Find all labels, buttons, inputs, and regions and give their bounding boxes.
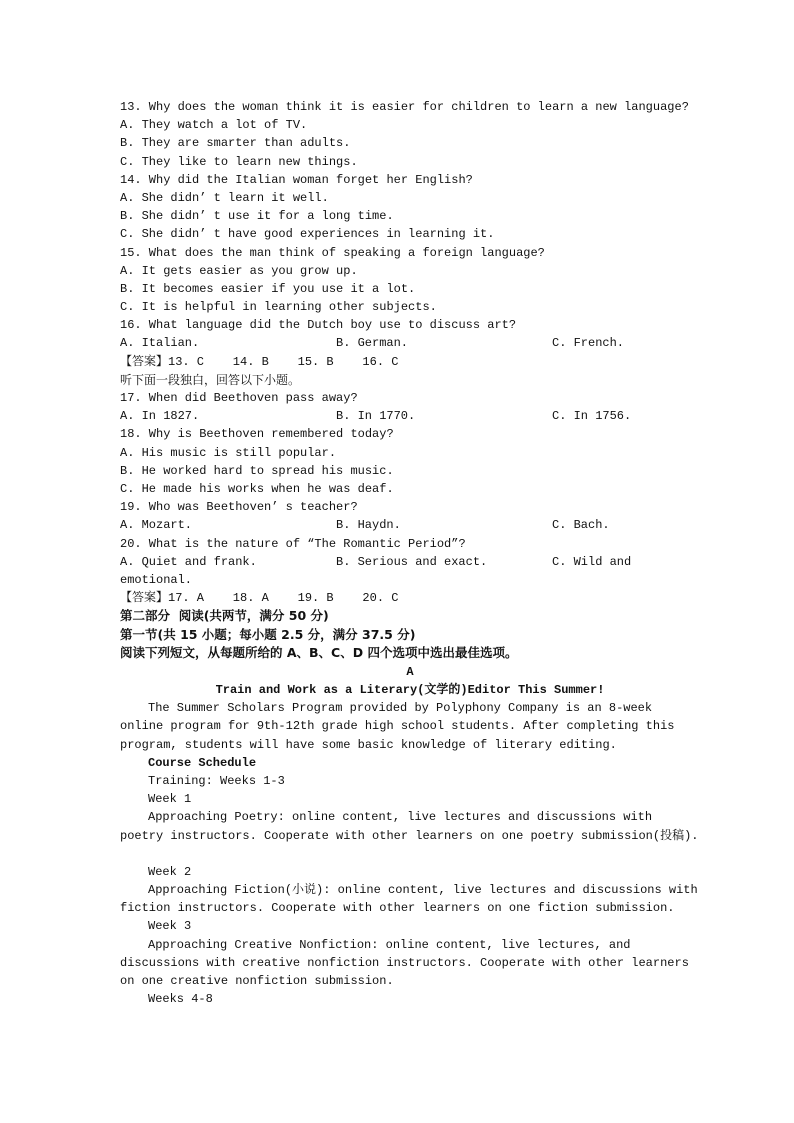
option-16c: C. French. [552, 336, 625, 351]
option-13b: B. They are smarter than adults. [120, 136, 351, 151]
reading-instruction: 阅读下列短文，从每题所给的 A、B、C、D 四个选项中选出最佳选项。 [120, 645, 518, 661]
question-20: 20. What is the nature of “The Romantic Period”? [120, 536, 466, 551]
option-20a: A. Quiet and frank. [120, 554, 257, 569]
option-18c: C. He made his works when he was deaf. [120, 481, 394, 496]
week2-text: Approaching Fiction(小说): online content, live lectures and discussions with fiction instructors. Cooperate with other learners on one fiction submission. [120, 883, 698, 916]
week1-label: Week 1 [148, 792, 192, 807]
course-schedule-heading: Course Schedule [148, 755, 257, 770]
question-16: 16. What language did the Dutch boy use to discuss art? [120, 318, 517, 333]
part2-heading: 第二部分 阅读(共两节，满分 50 分) [120, 608, 329, 624]
option-17c: C. In 1756. [552, 409, 632, 424]
option-18a: A. His music is still popular. [120, 445, 337, 460]
option-19a: A. Mozart. [120, 518, 193, 533]
training-weeks: Training: Weeks 1-3 [148, 773, 285, 788]
question-17: 17. When did Beethoven pass away? [120, 391, 358, 405]
question-14: 14. Why did the Italian woman forget her English? [120, 172, 473, 187]
option-20b: B. Serious and exact. [336, 554, 488, 569]
option-19c: C. Bach. [552, 518, 610, 533]
options-16 [120, 334, 700, 352]
section1-heading: 第一节(共 15 小题；每小题 2.5 分，满分 37.5 分) [120, 626, 416, 642]
question-15: 15. What does the man think of speaking a foreign language? [120, 245, 545, 260]
option-20c: C. Wild and [552, 554, 632, 569]
options-17 [120, 407, 700, 425]
option-18b: B. He worked hard to spread his music. [120, 463, 394, 478]
option-16b: B. German. [336, 336, 409, 351]
weeks48-label: Weeks 4-8 [148, 992, 213, 1007]
option-14a: A. She didn’ t learn it well. [120, 190, 329, 205]
answer-key-1: 【答案】13. C 14. B 15. B 16. C [120, 354, 399, 369]
option-15b: B. It becomes easier if you use it a lot. [120, 281, 416, 296]
passage-letter: A [406, 664, 414, 679]
passage-intro: The Summer Scholars Program provided by Polyphony Company is an 8-week online program for 9th-12th grade high school students. After completing this program, students will have some basic knowledge of literary editing. [120, 701, 675, 752]
option-17a: A. In 1827. [120, 409, 200, 424]
question-19: 19. Who was Beethoven’ s teacher? [120, 500, 358, 515]
options-19 [120, 516, 700, 534]
option-14c: C. She didn’ t have good experiences in learning it. [120, 227, 495, 242]
option-15a: A. It gets easier as you grow up. [120, 263, 358, 278]
week3-label: Week 3 [148, 919, 192, 934]
question-13: 13. Why does the woman think it is easier for children to learn a new language? [120, 100, 689, 114]
week2-label: Week 2 [148, 864, 192, 879]
spacer [120, 845, 700, 863]
option-13a: A. They watch a lot of TV. [120, 118, 308, 133]
option-16a: A. Italian. [120, 336, 200, 351]
week1-text: Approaching Poetry: online content, live lectures and discussions with poetry instructors. Cooperate with other learners on one poetry submission(投稿). [120, 810, 699, 843]
option-14b: B. She didn’ t use it for a long time. [120, 209, 394, 224]
monologue-instruction: 听下面一段独白，回答以下小题。 [120, 372, 301, 387]
option-20c-continued: emotional. [120, 572, 193, 587]
option-13c: C. They like to learn new things. [120, 154, 358, 169]
answer-key-2: 【答案】17. A 18. A 19. B 20. C [120, 591, 399, 606]
question-18: 18. Why is Beethoven remembered today? [120, 427, 394, 442]
document-page [120, 98, 700, 1008]
passage-title: Train and Work as a Literary(文学的)Editor This Summer! [215, 682, 605, 697]
options-20 [120, 553, 700, 571]
week3-text: Approaching Creative Nonfiction: online content, live lectures, and discussions with creative nonfiction instructors. Cooperate with other learners on one creative nonfiction submission. [120, 937, 689, 989]
option-19b: B. Haydn. [336, 518, 401, 533]
option-17b: B. In 1770. [336, 409, 416, 424]
option-15c: C. It is helpful in learning other subjects. [120, 300, 437, 315]
